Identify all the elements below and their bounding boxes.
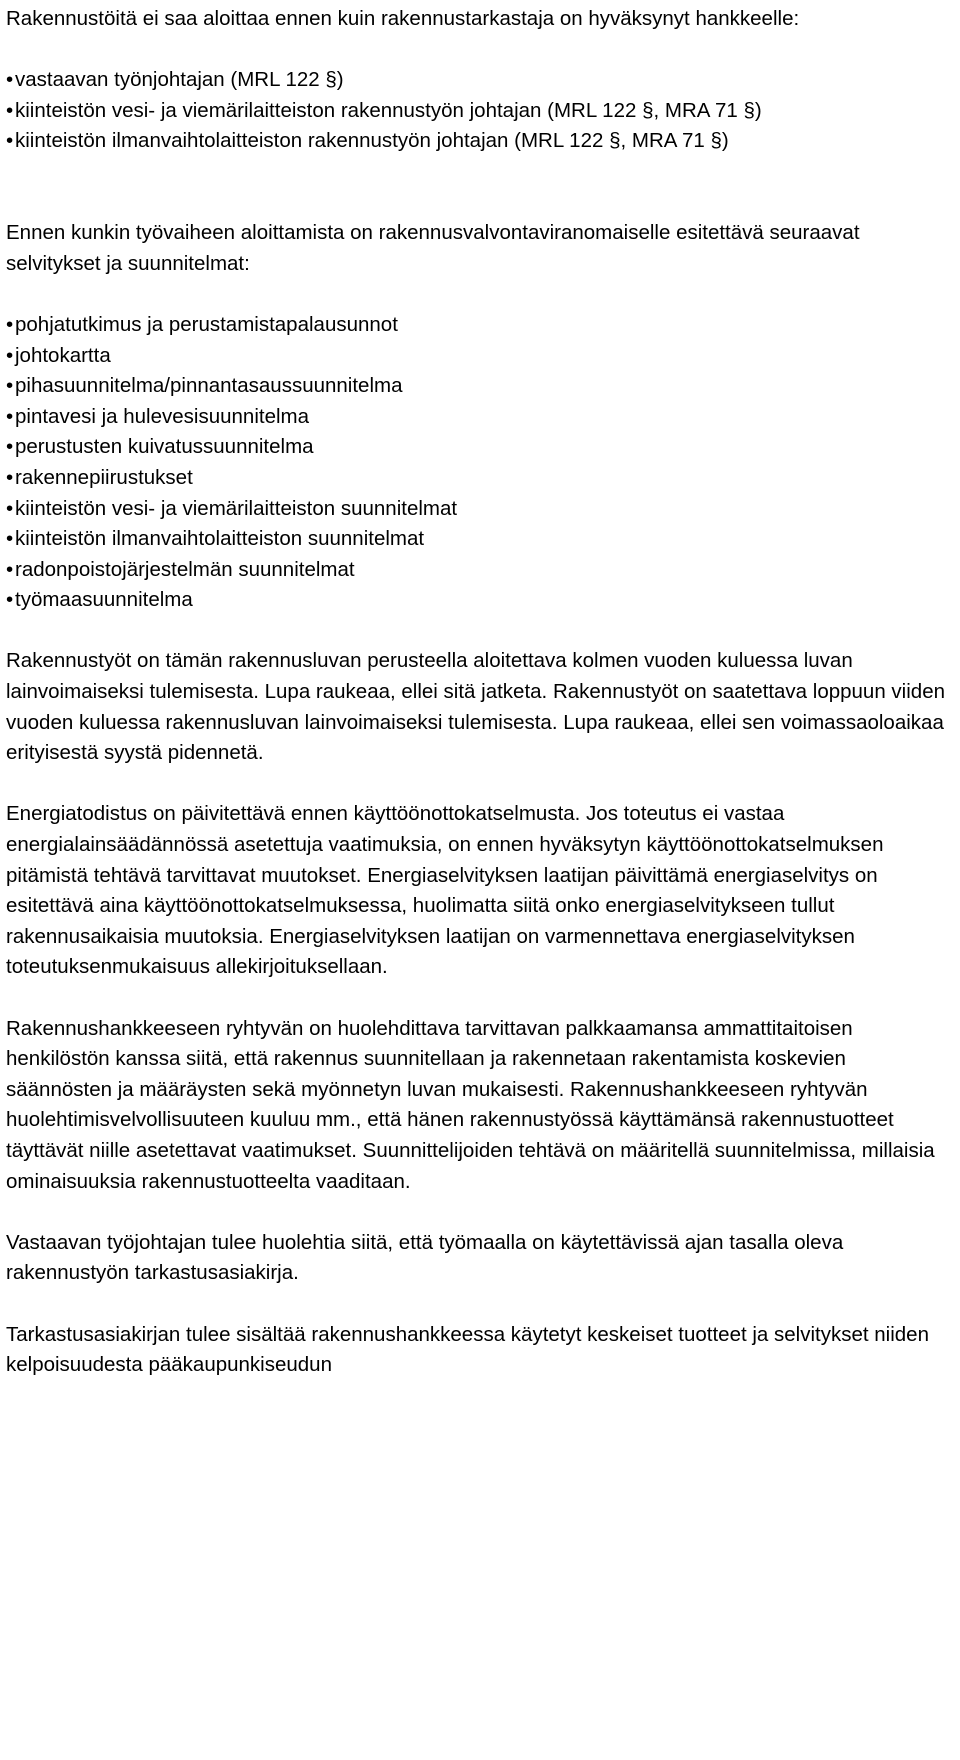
spacer <box>6 769 954 800</box>
list-item-text: kiinteistön ilmanvaihtolaitteiston rakennustyön johtajan (MRL 122 §, MRA 71 §) <box>15 129 729 153</box>
bullet-icon: • <box>6 129 14 153</box>
list-item <box>6 585 954 616</box>
list-item <box>6 371 954 402</box>
bullet-icon: • <box>6 312 14 336</box>
spacer <box>6 157 954 188</box>
list-item <box>6 555 954 586</box>
bullet-icon: • <box>6 557 14 581</box>
list-item <box>6 432 954 463</box>
list-item-text: pihasuunnitelma/pinnantasaussuunnitelma <box>15 374 403 398</box>
list-item-text: vastaavan työnjohtajan (MRL 122 §) <box>15 68 344 92</box>
bullet-icon: • <box>6 496 14 520</box>
spacer <box>6 35 954 66</box>
plans-list <box>6 310 954 616</box>
bullet-icon: • <box>6 68 14 92</box>
list-item-text: johtokartta <box>15 343 111 367</box>
bullet-icon: • <box>6 588 14 612</box>
bullet-icon: • <box>6 527 14 551</box>
list-item <box>6 310 954 341</box>
spacer <box>6 1289 954 1320</box>
plans-heading: Ennen kunkin työvaiheen aloittamista on rakennusvalvontaviranomaiselle esitettävä seuraavat selvitykset ja suunnitelmat: <box>6 221 860 275</box>
bullet-icon: • <box>6 435 14 459</box>
inspection-doc-paragraph: Vastaavan työjohtajan tulee huolehtia siitä, että työmaalla on käytettävissä ajan tasalla oleva rakennustyön tarkastusasiakirja. <box>6 1230 844 1285</box>
list-item <box>6 96 954 127</box>
spacer <box>6 188 954 219</box>
bullet-icon: • <box>6 465 14 489</box>
list-item <box>6 126 954 157</box>
list-item-text: kiinteistön ilmanvaihtolaitteiston suunnitelmat <box>15 527 425 551</box>
spacer <box>6 1197 954 1228</box>
list-item <box>6 463 954 494</box>
list-item-text: perustusten kuivatussuunnitelma <box>15 435 314 459</box>
spacer <box>6 983 954 1014</box>
document-page <box>6 4 954 1381</box>
bullet-icon: • <box>6 98 14 122</box>
bullet-icon: • <box>6 343 14 367</box>
energy-paragraph: Energiatodistus on päivitettävä ennen käyttöönottokatselmusta. Jos toteutus ei vastaa energialainsäädännössä asetettuja vaatimuksia, on ennen hyväksytyn käyttöönottokatselmuksen pitämistä tehtävä tarvittavat muutokset. Energiaselvityksen laatijan päivittämä energiaselvitys on esitettävä aina käyttöönottokatselmuksessa, huolimatta siitä onko energiaselvitykseen tullut rakennusaikaisia muutoksia. Energiaselvityksen laatijan on varmennettava energiaselvityksen toteutuksenmukaisuus allekirjoituksellaan. <box>6 802 884 979</box>
bullet-icon: • <box>6 374 14 398</box>
list-item-text: radonpoistojärjestelmän suunnitelmat <box>15 557 355 581</box>
spacer <box>6 279 954 310</box>
list-item-text: työmaasuunnitelma <box>15 588 193 612</box>
list-item-text: rakennepiirustukset <box>15 465 193 489</box>
supervisor-list <box>6 65 954 157</box>
list-item <box>6 494 954 525</box>
bullet-icon: • <box>6 404 14 428</box>
list-item-text: kiinteistön vesi- ja viemärilaitteiston rakennustyön johtajan (MRL 122 §, MRA 71 §) <box>15 98 762 122</box>
competence-paragraph: Rakennushankkeeseen ryhtyvän on huolehdittava tarvittavan palkkaamansa ammattitaitoisen henkilöstön kanssa siitä, että rakennus suunnitellaan ja rakennetaan rakentamista koskevien säännösten ja määräysten sekä myönnetyn luvan mukaisesti. Rakennushankkeeseen ryhtyvän huolehtimisvelvollisuuteen kuuluu mm., että hänen rakennustyössä käyttämänsä rakennustuotteet täyttävät niille asetettavat vaatimukset. Suunnittelijoiden tehtävä on määritellä suunnitelmissa, millaisia ominaisuuksia rakennustuotteelta vaaditaan. <box>6 1016 935 1193</box>
inspection-content-paragraph: Tarkastusasiakirjan tulee sisältää rakennushankkeessa käytetyt keskeiset tuotteet ja selvitykset niiden kelpoisuudesta pääkaupunkiseudun <box>6 1322 929 1377</box>
list-item <box>6 524 954 555</box>
list-item <box>6 402 954 433</box>
intro-heading: Rakennustöitä ei saa aloittaa ennen kuin rakennustarkastaja on hyväksynyt hankkeelle: <box>6 7 800 30</box>
spacer <box>6 616 954 647</box>
list-item-text: pintavesi ja hulevesisuunnitelma <box>15 404 310 428</box>
list-item-text: kiinteistön vesi- ja viemärilaitteiston suunnitelmat <box>15 496 458 520</box>
list-item <box>6 341 954 372</box>
list-item-text: pohjatutkimus ja perustamistapalausunnot <box>15 312 398 336</box>
list-item <box>6 65 954 96</box>
validity-paragraph: Rakennustyöt on tämän rakennusluvan perusteella aloitettava kolmen vuoden kuluessa luvan lainvoimaiseksi tulemisesta. Lupa raukeaa, ellei sitä jatketa. Rakennustyöt on saatettava loppuun viiden vuoden kuluessa rakennusluvan lainvoimaiseksi tulemisesta. Lupa raukeaa, ellei sen voimassaoloaikaa erityisestä syystä pidennetä. <box>6 649 945 765</box>
